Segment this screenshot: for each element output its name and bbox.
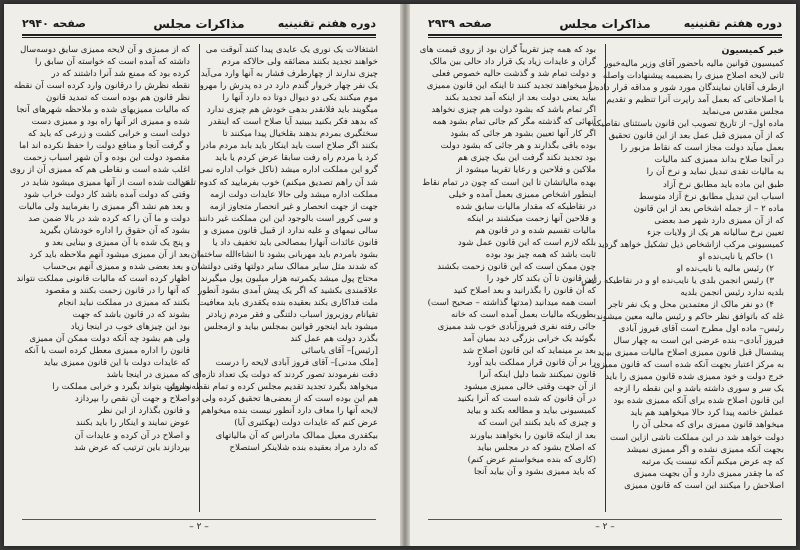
text-line: با اصلاحاتی که بعمل آمد راپرت آنرا تنظیم و تقدیم [606, 95, 784, 106]
text-line: که بدهد فکر بکنید ببینید آیا صلاح است که اینقدر [208, 117, 378, 128]
text-line: ملاکین و فلاحین و رعایا تقریبا میشود از [456, 165, 596, 176]
text-line: تقیانام روزیروز اسباب دلتنگی و فقر مردم زیادتر [206, 310, 378, 321]
text-line: اگر کار آنها تعیین بشود هر جائی که بشود [450, 129, 596, 140]
text-line: نظر قانون هم بوده است که تمدید قانون [46, 93, 190, 104]
text-line: طبق این ماده باید مطابق نرخ آزاد [662, 179, 784, 190]
text-line: یک نفر چهار خروار گندم دارد در ده پدرش را مهرو [199, 81, 378, 92]
text-line: بیکقدری معیل ممالک مادراس که آن مالیاتهای [215, 430, 378, 441]
text-line: ازطرف آقایان نمایندگان مورد شور و مداقه قرار داده و [588, 83, 784, 94]
text-line: در نقاطیکه که مقدار مالیات سابق شده [456, 201, 596, 212]
text-line: را بر آن قانون قرار مملکت باید آورد [467, 358, 596, 369]
text-line: در آن قانون که شده است که آنرا بکنید [457, 394, 596, 405]
text-line: کرده بود که ممنع شد آنرا داشتند که در [51, 69, 190, 80]
text-line: خرج دولت و خود ممیزی شده قانون ممیزی را باید [605, 372, 784, 383]
text-line: از آن جهت وقتی خالی ممیزی میشود [464, 382, 596, 393]
right-page [410, 4, 800, 546]
text-line: سختگیری بمردم بدهند بقلخیال پیدا میکنند تا [222, 129, 378, 140]
left-journal-label: دوره هفتم تقنینیه [277, 17, 376, 30]
text-line: جهت از جهت انحصار و غیر انحصار متجاوز ازمه [209, 201, 378, 212]
text-line: که آنها را در قانون زحمت بکنند و مقصود [45, 285, 190, 296]
text-line: بود این چیزهای خوب در اینجا زیاد [70, 322, 190, 333]
text-line: غله که باتوافق نظر حاکم و رئیس مالیه معین میشوند [595, 312, 784, 323]
text-line: مجلس مقدس می‌نماید [701, 107, 784, 118]
text-line: و بعد هم نشد اگر ممیزی را بفرمایید ولی مالیات [18, 201, 190, 212]
text-line: جائی رفته نفری فیروزآبادی خوب شد ممیزی [437, 322, 596, 333]
right-title: مذاکرات مجلس [559, 17, 651, 31]
header-rule-thin [22, 37, 376, 38]
text-line: گرو این مملکت اداره میشد (ناکل خواب اداره نمی [198, 165, 378, 176]
text-line: بکنند اگر صلاح است باید اینکار باید بابد مردم مادرا [198, 141, 378, 152]
book-spread [4, 4, 796, 546]
left-page-header [22, 14, 376, 36]
text-line: این قانون اصلاح شده برای آنکه ممیزی شده بود [613, 396, 784, 407]
text-line: علاقمندی بکشید که اگر یک پیش آمدی بشود آنطور [198, 285, 378, 296]
right-journal-label: دوره هفتم تقنینیه [683, 17, 782, 30]
text-line: [رئیس]– آقای یاسائی [301, 346, 378, 357]
text-line: بشود بامردم باید مهربانی بشود تا انشاءالله ساختمان [190, 249, 378, 260]
text-line: ماده ۲ – از جمله اشخاص بعد از این قانون [633, 203, 784, 214]
book-gutter [400, 4, 410, 546]
text-line: تعیین نرخ سالیانه هر یک از ولایات جزء [647, 227, 784, 238]
text-line: شد آن راهم تصدیق میکنم) خوب بفرمایید که کدوم تلفن [179, 177, 378, 188]
text-line: اینطور اشخاص ممیزی بعمل آمده و خیلی [448, 189, 596, 200]
text-line: اگر تمام باشد که بشود دولت هم چیزی نخواهد [431, 105, 596, 116]
text-line: دولت خواهد شد در این مملکت ناشی ازاین است [610, 432, 784, 443]
text-line: ملت فداکاری بکند بعقیده بنده یکقدری باید معافیت [198, 297, 378, 308]
right-page-column-left [419, 44, 596, 512]
text-line: رئیس– ماده اول مطرح است آقای فیروز آبادی [618, 324, 784, 335]
text-line: بگوئید یک خرابی بزرگی دید بمیان آمد [462, 334, 596, 345]
text-line: اصلاح و جهت آن نقص را بپردازد [74, 394, 190, 405]
left-title: مذاکرات مجلس [153, 17, 245, 31]
text-line: اسباب این تبدیل مطابق نرخ آزاد متوسط [638, 191, 784, 202]
text-line: بیاید یعنی دولت بعد از اینکه آمد تجدید بکند [444, 93, 596, 104]
right-page-header [428, 14, 782, 36]
text-line: و بعد بعضی شده و ممیزی آنهم بی‌حساب [42, 261, 190, 272]
text-line: میخواهد بگیرد تجدید تقدیم مجلس کرده و تمام نقطه‌نظرش [166, 382, 378, 393]
left-footer: – ۲ – [189, 522, 209, 532]
text-line: بشود که آن حقوق را اداره خودشان بگیرید [39, 225, 190, 236]
text-line: وقتی که دولت آمده باشد کار دولت خراب شود [23, 189, 190, 200]
text-line: ماده اول– از تاریخ تصویب این قانون باستثنای نقاطیکه [592, 119, 784, 130]
text-line: میخواهد قانون ممیزی برای که محلی آن را [632, 420, 784, 431]
text-line: ۱) حاکم یا نایب‌نده او [698, 251, 774, 262]
text-line: شده و ممیزی اثر آنها راه بود و ممیزی دست [31, 117, 190, 128]
text-line: به مالیات نقدی تبدیل نماید و نرخ آن را [646, 167, 784, 178]
left-page-number: صفحه ۲۹۴۰ [22, 17, 86, 30]
left-page-column-right [166, 44, 378, 512]
text-line: که آن قانون را بگذرانید و بعد اصلاح کنید [453, 285, 596, 296]
text-line: بلکه لازم است که این قانون عمل شود [457, 237, 596, 248]
text-line: اغلب شده است و نقاطی هم که ممیزی آن از روی [9, 165, 190, 176]
text-line: مالیات تقسیم شده و در قانون هم [475, 225, 596, 236]
text-line: کمیسیونی بیاید و مطالعه بکند و بیاید [466, 406, 596, 417]
text-line: دولت است و خرابی کشت و زرعی که باید که [27, 129, 190, 140]
header-rule [22, 34, 376, 36]
text-line: اظهار کرده است که مالیات قانونی مملکت نتواند [16, 273, 190, 284]
text-line: که از ممیزی و آن لایحه ممیزی سایق دوسه‌سال [20, 45, 190, 55]
text-line: پیشسال قبل قانون ممیزی اصلاح مالیات ممیزی بیاید [597, 348, 784, 359]
text-line: را میخواهند تجدید کنند تا اینکه این قانون ممیزی [426, 81, 596, 92]
text-line: بجهت آنکه ممیزی نشده و اگر ممیزی نمیشد [626, 444, 784, 455]
text-line: (کاری که بنده میخواستم عرض کنم) [467, 454, 596, 465]
text-line: عدالت شده است از آنها ممیزی میشود شاید در [21, 177, 190, 188]
header-rule-thin [428, 37, 782, 38]
text-line: ثابت باشد که همه چیز بود بوده [485, 249, 596, 260]
text-line: بوده باقی بگذارند و هر جائی که بشود دولت [440, 141, 596, 152]
text-line: یک سر و سوری داشته باشد و این نقطه را ازجه [613, 384, 784, 395]
text-line: بعد از اینکه قانون را بخواهند بیاورند [469, 430, 596, 441]
text-line: گران و عایدات زیاد یک قرار داد حالی بین مالک [429, 57, 596, 68]
right-page-column-right [581, 44, 784, 512]
left-page [4, 4, 394, 546]
text-line: سالی نیمهای و علیه ندارد از قبیل قانون ممیزی و [203, 225, 378, 236]
footer-rule [22, 519, 376, 520]
text-line: و قانون بگذارد از این نظر [98, 406, 190, 417]
text-line: و چیزی که باید بکنند این است که [477, 418, 596, 429]
text-line: بعمل میآید دولت مجاز است که نقاط مزبور را [620, 143, 784, 154]
text-line: دقت نفرمودند تصور کردند که دولت یک تعداد تازه‌ای [192, 370, 378, 381]
text-line: بود تجدید نکند گرفت این بیک چیزی هم [457, 153, 596, 164]
text-line: و دولت بتواند بگیرد و خرابی مملکت را [52, 382, 190, 393]
text-line: عملش خاتمه پیدا کرد حالا میخواهید هم باید [630, 408, 784, 419]
column-divider [605, 44, 606, 512]
text-line: عوض نمایند و اینکار را باید بکنند [75, 418, 190, 429]
text-line: ولی هم بشود چه آنکه دولت ممکن آن ممیزی [29, 334, 190, 345]
text-line: قانون عائدات آنهارا بمصالحی باید تخفیف داد یا [212, 237, 378, 248]
text-line: بکنند که ممیزی در مملکت نباید انجام [58, 297, 190, 308]
text-line: بپردازند باین ترتیب که عرض شد [74, 442, 190, 453]
text-line: اشتغالات یک نوری یک عایدی پیدا کنند آنوقت می [205, 45, 378, 55]
text-line: موم میکنند یکی دو دیوال دوتا ده دارد آنها را [222, 93, 378, 104]
text-line: محتاج پول میشد یکمرتبه هزار میلیون پول میگیرند [200, 273, 378, 284]
text-line: کمیسیونی مرکب ازاشخاص ذیل تشکیل خواهد گردید [597, 239, 784, 250]
text-line: خواهند تجدید بکنند مضائقه ولی حالاکه مردم [221, 57, 378, 68]
text-line: که دارد مراد بعقیده بنده شلاینکر استصلاح [229, 442, 378, 453]
text-line: آنهائی که گذشته مگر کم جائی تمام بشود همه [432, 117, 596, 128]
text-line: هم این بوده است که از بعضی‌ها تحقیق کرده ولی دو [191, 394, 378, 405]
text-line: که ما چقدر ممیزی دارد و آن بجهت ممیزی [633, 468, 784, 479]
text-line: که مالیات ممیزیهای شده و ملاحظه شهرهای آنجا [16, 105, 190, 116]
text-line: فیروز آبادی– بنده عرضی این است به چهار سال [613, 336, 784, 347]
text-line: مملکت اداره میشد ولی حالا عایدات دولت ازمه [209, 189, 378, 200]
text-line: بعد بر مینماید که این قانون اصلاح شد [462, 346, 596, 357]
text-line: میگویند باید فلانقدر بدهی خودش هم چیزی ندارد [206, 105, 378, 116]
text-line: ۲) رئیس مالیه یا نایب‌نده او [676, 263, 774, 274]
text-line: کمیسیون قوانین مالیه باحضور آقای وزیر مالیه‌خبور [604, 59, 784, 70]
text-line: داشته که آمده است که خواسته آن سابق را [34, 57, 190, 68]
column-divider [199, 44, 200, 512]
text-line: و پنج یک شده با آن ممیزی و بینایی بعد و [45, 237, 190, 248]
text-line: دولت و ما آن را که کرده شد در بالا ضمن صد [28, 213, 190, 224]
text-line: خبر کمیسیون [721, 45, 784, 56]
text-line: لایحه آنها را معاف دارد آنطور نیست بنده میخواهم [201, 406, 378, 417]
text-line: این قانون تا آن بکند کار خود را [486, 273, 596, 284]
text-line: که عایدات دولت با این قانون ممیزی بیاید [43, 358, 190, 369]
text-line: کرد یا مردم راه رفت سابقا عرض کردم یا باید [215, 153, 378, 164]
text-line: چیزی ندارند از چهارطرف فشار به آنها وارد می‌آید [200, 69, 378, 80]
text-line: عرض کنم که عایدات دولت (بهکثیری آیا) [234, 418, 378, 429]
text-line: که ممیزی در اینجا باشد [106, 370, 190, 381]
footer-rule [428, 519, 782, 520]
text-line: بطوریکه مالیات بعمل آمده است که خانه [451, 310, 596, 321]
text-line: بهده مالیاتشان تا این است که چون در تمام نقاط [422, 177, 596, 188]
text-line: ۴) دو نفر مالک از معتمدین محل و یک نفر تاجر [607, 299, 774, 310]
text-line: در آنجا صلاح بداند ممیزی کند مالیات [654, 155, 784, 166]
text-line: مقصود دولت این بوده و آن شهر اسباب زحمت [23, 153, 190, 164]
text-line: که اصلاح بشود که در مجلس بیاید [477, 442, 596, 453]
text-line: قانون نمیکنند شما دلیل اینکه آنرا [479, 370, 596, 381]
header-rule [428, 34, 782, 36]
text-line: است همه میدانید (مدتها گذاشته – صحیح است) [427, 297, 596, 308]
text-line: بگذرد دولت هم عمل کند [290, 334, 378, 345]
text-line: ثانی لایحه اصلاح میزی را بضمیمه پیشنهادات واصله [602, 71, 784, 82]
text-line: [ملک مدنی]– آقای فروز آبادی لایحه را درست [215, 358, 378, 369]
right-page-number: صفحه ۲۹۳۹ [428, 17, 492, 30]
text-line: که چه عرض میکنم آنکه نیست یک مرتبه [641, 456, 784, 467]
text-line: که باید ممیزی بشود و آن بیاید آنجا [474, 466, 596, 477]
text-line: قانون را اداره ممیزی معطل کرده است با آنکه [24, 346, 190, 357]
text-line: بشوند که در قانون باشد که جهت [72, 310, 190, 321]
text-line: بود که همه چیز تقریباً گران بود از روی قیمت های [419, 45, 596, 55]
text-line: و دولت تمام شد و گذشت حالیه خصوص فعلی [431, 69, 596, 80]
text-line: و گرفت آنجا و منافع دولت را حفظ نکرده اند اما [19, 141, 190, 152]
text-line: نقطه نظرش را درقانون وارد کرده است آن نقطه [13, 81, 190, 92]
text-line: میشود باید اینجور قوانین بمجلس بیاید و ازمجلس [204, 322, 378, 333]
left-page-column-left [9, 44, 190, 512]
text-line: بعد از آن ممیزی میشود آنهم ملاحظه باید کرد [29, 249, 190, 260]
text-line: به مرکز اعتبار بجهت آنکه شده است که قانون ممیزی [593, 360, 784, 371]
right-footer: – ۲ – [595, 522, 615, 532]
text-line: و اصلاح در آن کرده و عایدات آن [74, 430, 190, 441]
text-line: و سی کرور است بالوجود این این مملکت غیر دانند [198, 213, 378, 224]
text-line: که شدند مثل سایر ممالک سایر دولتها وقتی دولتشان [191, 261, 378, 272]
text-line: چون ممکن است که این قانون زحمت بکشند [437, 261, 596, 272]
text-line: بلدیه ندارد رئیس انجمن بلدیه [680, 287, 784, 298]
text-line: که از آن ممیزی دارد شهر صد بعضی [654, 215, 784, 226]
text-line: که از آن ممیزی قبل عمل بعد از این قانون تحقیق [608, 131, 784, 142]
text-line: و فلاحین آنها زحمت میکشند بر اینکه [466, 213, 596, 224]
text-line: اصلاحش را میکنند این است که قانون ممیزی [624, 480, 784, 491]
text-line: ۳) رئیس انجمن بلدی یا نایب‌نده او و در نقاطیکه رئیس [581, 275, 774, 286]
